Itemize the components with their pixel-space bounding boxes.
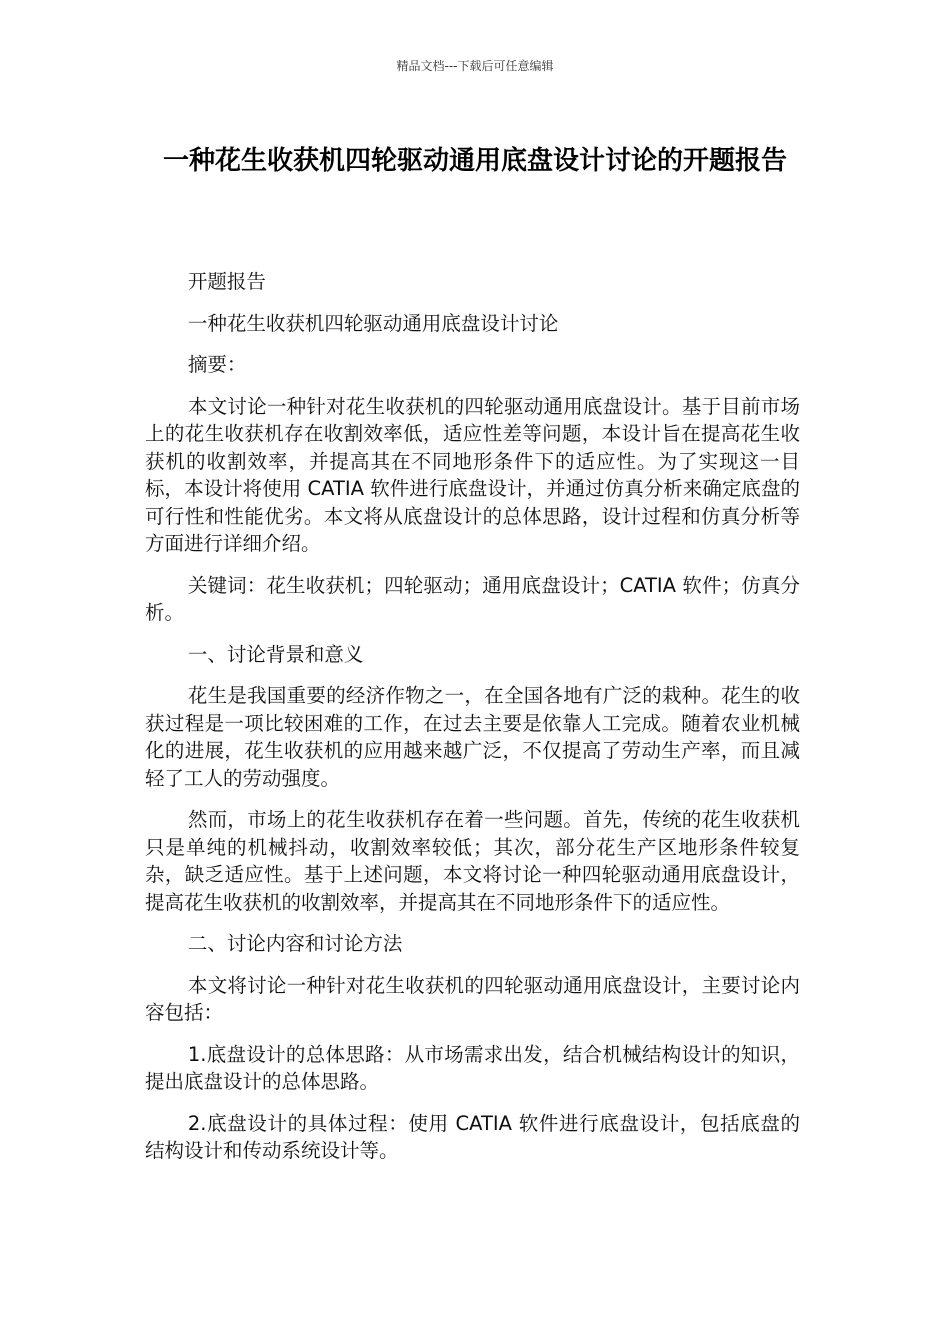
page-header: 精品文档---下载后可任意编辑 (396, 59, 554, 73)
content-item-1: 1.底盘设计的总体思路：从市场需求出发，结合机械结构设计的知识，提出底盘设计的总体思路。 (145, 1042, 800, 1093)
section-heading-background: 一、讨论背景和意义 (187, 642, 364, 666)
subtitle: 一种花生收获机四轮驱动通用底盘设计讨论 (187, 311, 559, 335)
background-paragraph-1: 花生是我国重要的经济作物之一，在全国各地有广泛的栽种。花生的收获过程是一项比较困难的工作，在过去主要是依靠人工完成。随着农业机械化的进展，花生收获机的应用越来越广泛，不仅提高了劳动生产率，而且减轻了工人的劳动强度。 (145, 684, 800, 790)
document-body (145, 268, 800, 1179)
document-title: 一种花生收获机四轮驱动通用底盘设计讨论的开题报告 (162, 146, 787, 176)
content-item-2: 2.底盘设计的具体过程：使用 CATIA 软件进行底盘设计，包括底盘的结构设计和传动系统设计等。 (145, 1111, 800, 1162)
content-intro-paragraph: 本文将讨论一种针对花生收获机的四轮驱动通用底盘设计，主要讨论内容包括： (145, 973, 800, 1024)
abstract-paragraph: 本文讨论一种针对花生收获机的四轮驱动通用底盘设计。基于目前市场上的花生收获机存在收割效率低，适应性差等问题，本设计旨在提高花生收获机的收割效率，并提高其在不同地形条件下的适应性。为了实现这一目标，本设计将使用 CATIA 软件进行底盘设计，并通过仿真分析来确定底盘的可行性和性能优劣。本文将从底盘设计的总体思路，设计过程和仿真分析等方面进行详细介绍。 (145, 394, 800, 555)
background-paragraph-2: 然而，市场上的花生收获机存在着一些问题。首先，传统的花生收获机只是单纯的机械抖动，收割效率较低；其次，部分花生产区地形条件较复杂，缺乏适应性。基于上述问题，本文将讨论一种四轮驱动通用底盘设计，提高花生收获机的收割效率，并提高其在不同地形条件下的适应性。 (145, 808, 800, 914)
abstract-label: 摘要： (187, 353, 247, 376)
keywords-paragraph: 关键词：花生收获机；四轮驱动；通用底盘设计；CATIA 软件；仿真分析。 (145, 573, 800, 624)
section-heading-content-method: 二、讨论内容和讨论方法 (187, 932, 403, 955)
section-label: 开题报告 (187, 270, 266, 293)
